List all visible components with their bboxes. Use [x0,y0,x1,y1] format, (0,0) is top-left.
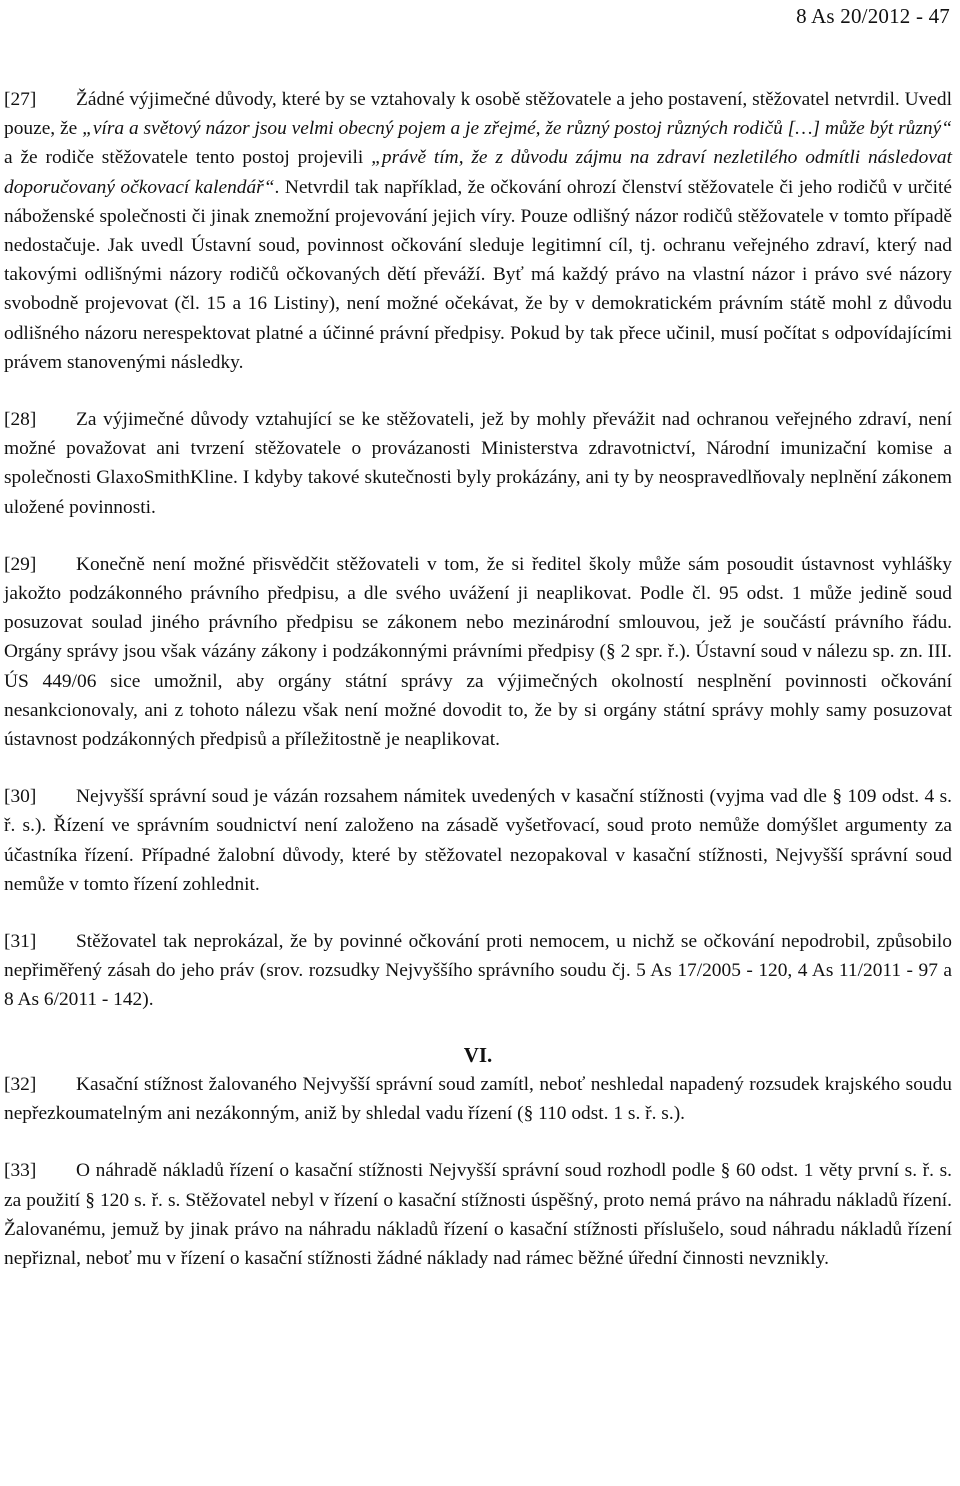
paragraph-number: [28] [4,409,37,431]
paragraph-text: Konečně není možné přisvědčit stěžovateli v tom, že si ředitel školy může sám posoudit ústavnost vyhlášky jakožto podzákonného právního předpisu, a dle svého uvážení ji neaplikovat. Podle čl. 95 odst. 1 může jedině soud posuzovat soulad jiného právního předpisu se zákonem nebo mezinárodní smlouvou, jež je součástí právního řádu. Orgány správy jsou však vázány zákony i podzákonnými právními předpisy (§ 2 spr. ř.). Ústavní soud v nálezu sp. zn. III. ÚS 449/06 sice umožnil, aby orgány státní správy za výjimečných okolností nesplnění povinnosti očkování nesankcionovaly, ani z tohoto nálezu však není možné dovodit to, že by si orgány státní správy mohly samy posuzovat ústavnost podzákonných předpisů a příležitostně je neaplikovat. [4,553,952,751]
paragraph-number: [31] [4,931,37,953]
paragraph-text: Stěžovatel tak neprokázal, že by povinné očkování proti nemocem, u nichž se očkování nepodrobil, způsobilo nepřiměřený zásah do jeho práv (srov. rozsudky Nejvyššího správního soudu čj. 5 As 17/2005 - 120, 4 As 11/2011 - 97 a 8 As 6/2011 - 142). [4,931,952,1011]
paragraph-29 [4,550,952,754]
paragraph-number: [32] [4,1073,37,1095]
quoted-text: „právě tím, že z důvodu zájmu na zdraví nezletilého odmítli následovat doporučovaný očkovací kalendář“ [4,147,952,198]
paragraph-31 [4,927,952,1015]
section-heading: VI. [463,1042,493,1067]
page-reference: 8 As 20/2012 - 47 [796,4,950,28]
paragraph-33 [4,1156,952,1273]
paragraph-text: O náhradě nákladů řízení o kasační stížnosti Nejvyšší správní soud rozhodl podle § 60 odst. 1 věty první s. ř. s. za použití § 120 s. ř. s. Stěžovatel nebyl v řízení o kasační stížnosti úspěšný, proto nemá právo na náhradu nákladů řízení. Žalovanému, jemuž by jinak právo na náhradu nákladů řízení o kasační stížnosti příslušelo, soud náhradu nákladů řízení nepřiznal, neboť mu v řízení o kasační stížnosti žádné náklady nad rámec běžné úřední činnosti nevznikly. [4,1160,952,1269]
paragraph-number: [33] [4,1160,37,1182]
quoted-text: „víra a světový názor jsou velmi obecný pojem a je zřejmé, že různý postoj různých rodičů […] může být různý“ [82,118,952,140]
paragraph-27 [4,85,952,377]
paragraph-text: Nejvyšší správní soud je vázán rozsahem námitek uvedených v kasační stížnosti (vyjma vad dle § 109 odst. 4 s. ř. s.). Řízení ve správním soudnictví není založeno na zásadě vyšetřovací, soud proto nemůže domýšlet argumenty za účastníka řízení. Případné žalobní důvody, které by stěžovatel nezopakoval v kasační stížnosti, Nejvyšší správní soud nemůže v tomto řízení zohlednit. [4,786,952,895]
document-body [4,85,952,1273]
paragraph-number: [30] [4,786,37,808]
paragraph-number: [29] [4,553,37,575]
paragraph-number: [27] [4,89,37,110]
paragraph-32 [4,1070,952,1128]
paragraph-text: a že rodiče stěžovatele tento postoj projevili [4,147,372,169]
paragraph-text: . Netvrdil tak například, že očkování ohrozí členství stěžovatele či jeho rodičů v určité náboženské společnosti či jinak znemožní projevování jejich víry. Pouze odlišný názor rodičů stěžovatele v tomto případě nedostačuje. Jak uvedl Ústavní soud, povinnost očkování sleduje legitimní cíl, tj. ochranu veřejného zdraví, který nad takovými odlišnými názory rodičů očkovaných dětí převáží. Byť má každý právo na vlastní názor i právo své názory svobodně projevovat (čl. 15 a 16 Listiny), není možné očekávat, že by v demokratickém právním státě mohl z důvodu odlišného názoru nerespektovat platné a účinné právní předpisy. Pokud by tak přece učinil, musí počítat s odpovídajícími právem stanovenými následky. [4,176,952,373]
paragraph-text: Kasační stížnost žalovaného Nejvyšší správní soud zamítl, neboť neshledal napadený rozsudek krajského soudu nepřezkoumatelným ani nezákonným, aniž by shledal vadu řízení (§ 110 odst. 1 s. ř. s.). [4,1073,952,1125]
paragraph-30 [4,782,952,899]
paragraph-text: Za výjimečné důvody vztahující se ke stěžovateli, jež by mohly převážit nad ochranou veřejného zdraví, není možné považovat ani tvrzení stěžovatele o provázanosti Ministerstva zdravotnictví, Národní imunizační komise a společnosti GlaxoSmithKline. I kdyby takové skutečnosti byly prokázány, ani ty by neospravedlňovaly neplnění zákonem uložené povinnosti. [4,409,952,518]
paragraph-text: Žádné výjimečné důvody, které by se vztahovaly k osobě stěžovatele a jeho postavení, stěžovatel netvrdil. Uvedl pouze, že [4,89,952,140]
paragraph-28 [4,405,952,522]
